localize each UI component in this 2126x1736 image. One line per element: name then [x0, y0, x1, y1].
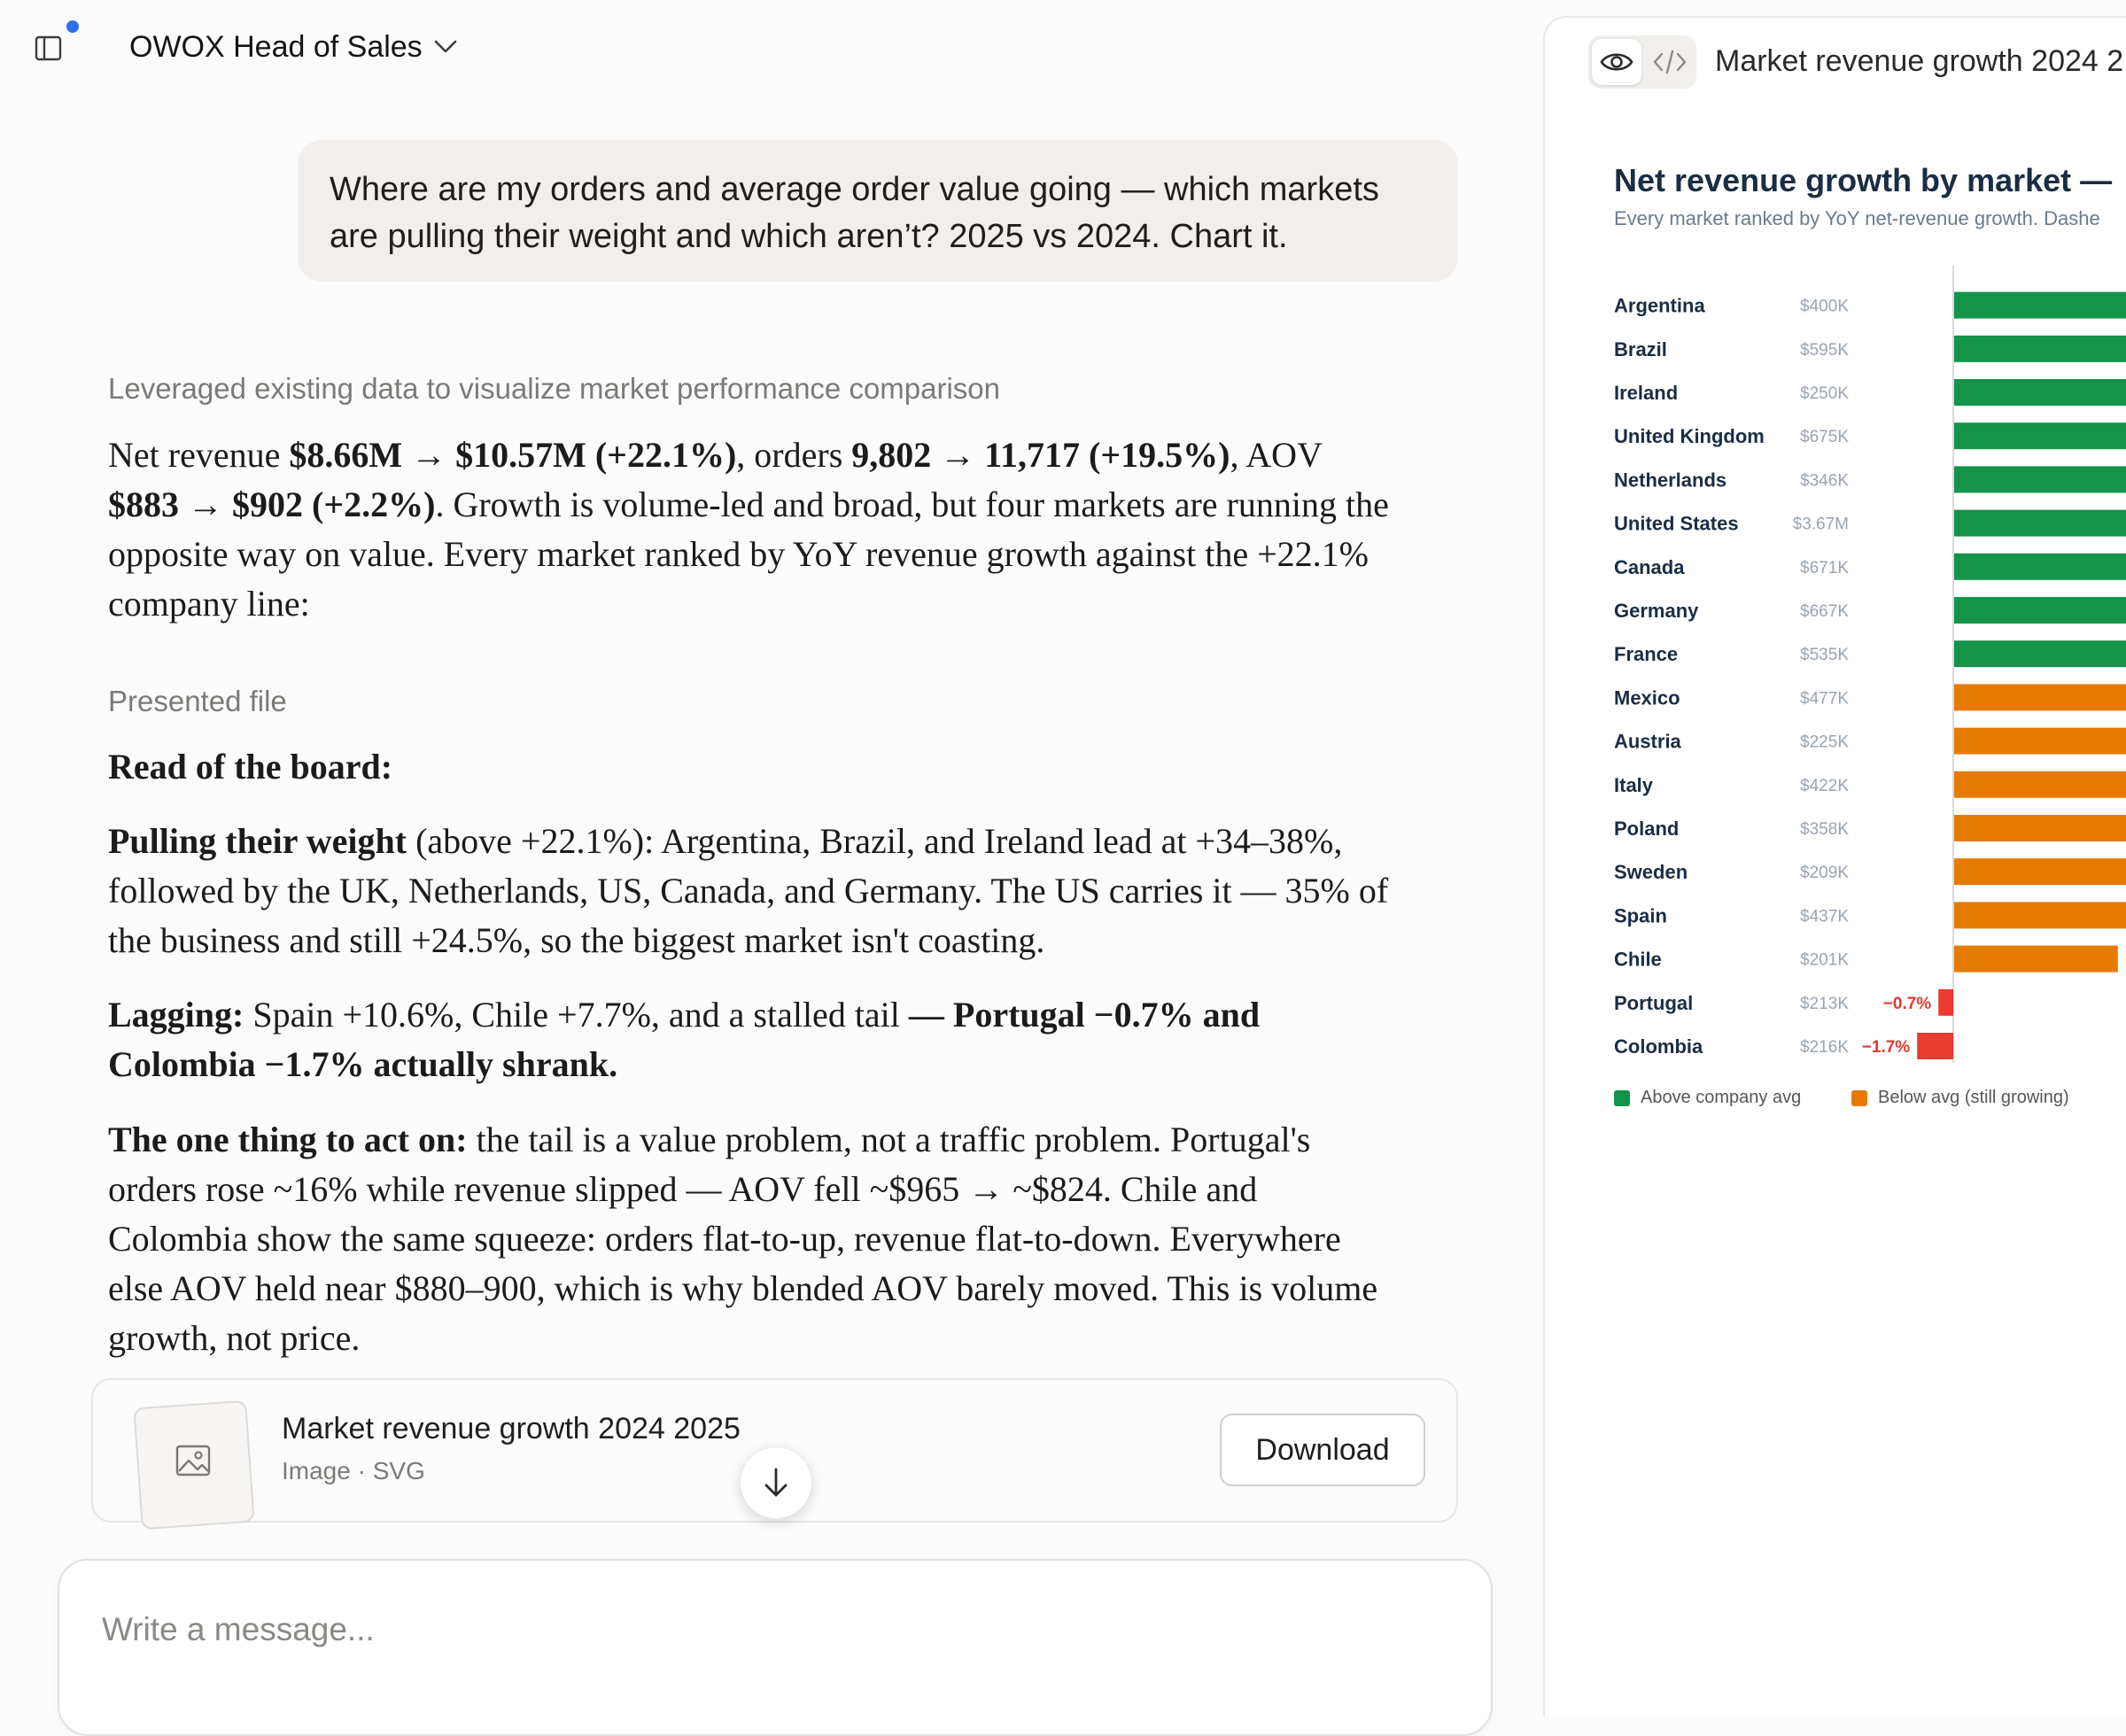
bar — [1954, 728, 2126, 755]
revenue-label: $437K — [1800, 907, 1849, 926]
bar-label: Austria — [1614, 730, 1681, 753]
bar-label: Argentina — [1614, 294, 1705, 317]
user-message-bubble — [298, 140, 1458, 282]
preview-mode-button[interactable] — [1592, 39, 1641, 85]
file-meta — [282, 1457, 425, 1485]
chart-subtitle: Every market ranked by YoY net-revenue growth. Dashe — [1614, 207, 2100, 229]
download-button[interactable]: Download — [1220, 1414, 1425, 1486]
bar — [1954, 379, 2126, 406]
bar — [1954, 771, 2126, 798]
bar-label: Brazil — [1614, 337, 1667, 360]
eye-icon — [1599, 50, 1634, 74]
bar-label: Germany — [1614, 600, 1699, 622]
revenue-label: $209K — [1800, 864, 1849, 883]
lagging-text: Spain +10.6%, Chile +7.7%, and a stalled tail — [244, 995, 909, 1035]
bar-label: Chile — [1614, 948, 1662, 971]
revenue-label: $216K — [1800, 1038, 1849, 1057]
bar — [1954, 684, 2126, 710]
bar-label: Poland — [1614, 818, 1680, 840]
bar — [1954, 640, 2126, 667]
assistant-summary — [108, 430, 1401, 629]
bar-label: Sweden — [1614, 861, 1688, 884]
revenue-label: $671K — [1800, 558, 1849, 577]
file-name[interactable]: Market revenue growth 2024 2025 — [282, 1412, 741, 1445]
summary-orders: 9,802 → 11,717 (+19.5%) — [851, 435, 1230, 475]
revenue-label: $595K — [1800, 340, 1849, 360]
pulling-heading: Pulling their weight — [108, 821, 407, 861]
act-heading: The one thing to act on: — [108, 1120, 468, 1159]
bar — [1954, 292, 2126, 319]
sidebar-toggle-button[interactable] — [34, 34, 64, 64]
bar — [1954, 466, 2126, 492]
revenue-label: $250K — [1800, 384, 1849, 403]
bar — [1954, 858, 2126, 885]
image-icon — [175, 1444, 212, 1477]
code-mode-button[interactable] — [1646, 39, 1694, 85]
file-type: Image — [282, 1457, 351, 1484]
bar — [1954, 597, 2126, 624]
bar-label: Canada — [1614, 555, 1685, 578]
revenue-label: $422K — [1800, 776, 1849, 795]
market-growth-chart — [1594, 266, 2126, 1063]
negative-value-label: −0.7% — [1882, 994, 1932, 1013]
bar-label: Colombia — [1614, 1035, 1703, 1058]
legend-swatch-above — [1614, 1090, 1630, 1106]
legend-below — [1851, 1088, 2069, 1108]
bar — [1954, 510, 2126, 537]
sidebar-icon — [34, 34, 64, 64]
pulling-text: (above +22.1%): Argentina, Brazil, and Ireland lead at +34–38%, followed by the UK, Netherlands, US, Canada, and Germany. The US carries it — 35% of the business and still +24.5%, so the biggest market isn't coasting. — [108, 821, 1389, 960]
preview-title: Market revenue growth 2024 2 — [1715, 44, 2124, 78]
bar-label: Netherlands — [1614, 469, 1727, 492]
message-input[interactable] — [102, 1603, 1342, 1656]
summary-revenue: $8.66M → $10.57M (+22.1%) — [289, 435, 737, 475]
bar-label: United Kingdom — [1614, 425, 1765, 448]
file-format: SVG — [372, 1457, 425, 1484]
bar — [1954, 946, 2118, 973]
revenue-label: $225K — [1800, 732, 1849, 752]
project-title[interactable]: OWOX Head of Sales — [129, 30, 423, 64]
summary-text: , orders — [736, 435, 852, 475]
arrow-down-icon — [761, 1466, 791, 1500]
paragraph-act — [108, 1115, 1401, 1363]
revenue-label: $535K — [1800, 646, 1849, 665]
revenue-label: $346K — [1800, 471, 1849, 491]
chevron-down-icon[interactable] — [432, 37, 459, 57]
notification-dot — [66, 20, 79, 33]
paragraph-lagging — [108, 990, 1401, 1089]
paragraph-pulling — [108, 817, 1401, 965]
revenue-label: $213K — [1800, 994, 1849, 1013]
board-heading: Read of the board: — [108, 747, 393, 787]
revenue-label: $675K — [1800, 428, 1849, 447]
presented-file-label: Presented file — [108, 685, 287, 717]
negative-value-label: −1.7% — [1861, 1038, 1911, 1057]
bar — [1954, 422, 2126, 449]
legend-above — [1614, 1088, 1801, 1108]
revenue-label: $477K — [1800, 689, 1849, 709]
summary-text: Net revenue — [108, 435, 290, 475]
lagging-heading: Lagging: — [108, 995, 244, 1035]
user-message-text: Where are my orders and average order value going — which markets are pulling their weight and which aren’t? 2025 vs 2024. Chart it. — [330, 171, 1379, 255]
bar — [1938, 989, 1953, 1016]
lagging-emphasis: — Portugal −0.7% and Colombia −1.7% actually shrank. — [108, 995, 1261, 1084]
bar-label: Portugal — [1614, 991, 1694, 1014]
bar-label: Mexico — [1614, 686, 1680, 709]
bar-label: Italy — [1614, 773, 1654, 796]
file-meta-separator: · — [350, 1457, 373, 1484]
revenue-label: $358K — [1800, 820, 1849, 839]
bar — [1954, 902, 2126, 928]
legend-label-above: Above company avg — [1641, 1088, 1802, 1107]
scroll-to-bottom-button[interactable] — [740, 1446, 812, 1519]
revenue-label: $201K — [1800, 950, 1849, 970]
revenue-label: $400K — [1800, 297, 1849, 316]
bar — [1917, 1033, 1953, 1059]
bar-label: Spain — [1614, 904, 1667, 927]
bar — [1954, 554, 2126, 580]
act-text: the tail is a value problem, not a traffic problem. Portugal's orders rose ~16% while revenue slipped — AOV fell ~$965 → ~$824. Chile and Colombia show the same squeeze: orders flat-to-up, revenue flat-to-down. Everywhere else AOV held near $880–900, which is why blended AOV barely moved. This is volume growth, not price. — [108, 1120, 1378, 1358]
chart-title: Net revenue growth by market — — [1614, 162, 2113, 198]
summary-aov: $883 → $902 (+2.2%) — [108, 484, 436, 524]
summary-text: , AOV — [1230, 435, 1323, 475]
bar-label: France — [1614, 643, 1679, 666]
summary-text: . Growth is volume-led and broad, but four markets are running the opposite way on value. Every market ranked by YoY revenue growth against the +22.1% company line: — [108, 484, 1389, 624]
code-icon — [1652, 49, 1688, 75]
bar-label: Ireland — [1614, 382, 1679, 404]
legend-swatch-below — [1851, 1090, 1867, 1106]
legend-label-below: Below avg (still growing) — [1878, 1088, 2069, 1107]
revenue-label: $3.67M — [1792, 515, 1849, 534]
assistant-status-line[interactable]: Leveraged existing data to visualize market performance comparison — [108, 372, 1001, 405]
bar-label: United States — [1614, 512, 1739, 535]
bar — [1954, 336, 2126, 362]
revenue-label: $667K — [1800, 602, 1849, 621]
bar — [1954, 815, 2126, 841]
